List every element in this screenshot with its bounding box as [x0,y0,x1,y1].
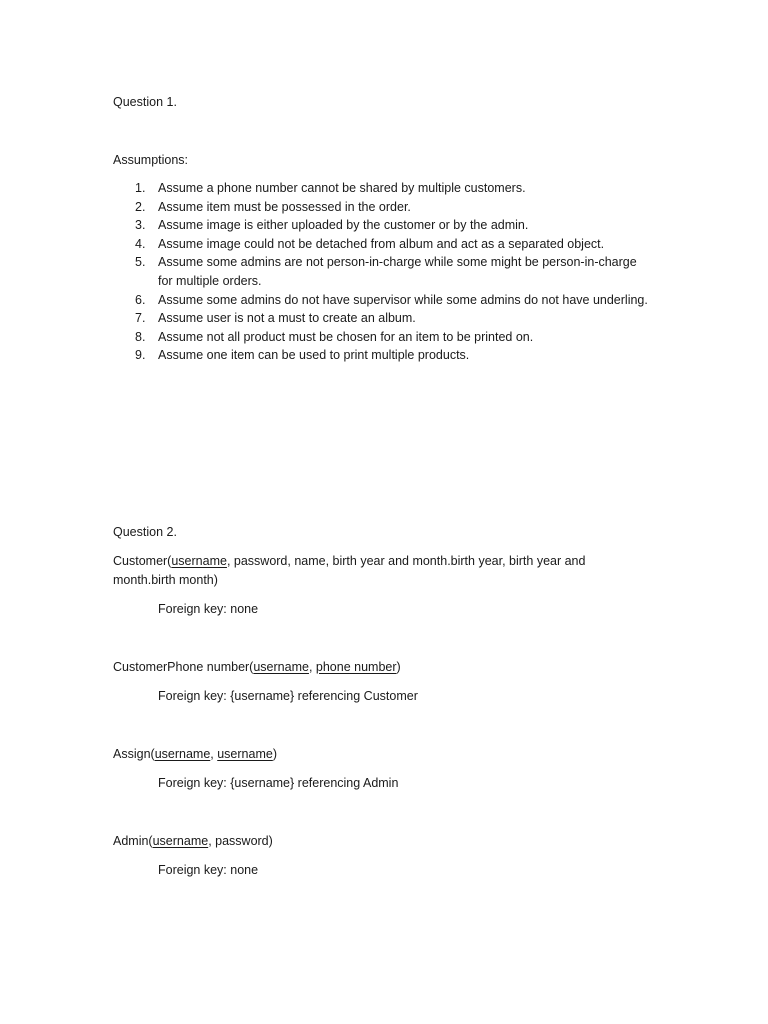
question-2-heading: Question 2. [113,525,177,539]
list-item [113,253,673,290]
assumptions-label: Assumptions: [113,153,189,167]
admin-foreign-key: Foreign key: none [158,863,259,877]
list-item [113,198,673,217]
list-text: Assume some admins do not have supervisor while some admins do not have underling. [158,292,648,307]
list-number: 6. [135,292,146,307]
list-text: Assume some admins are not person-in-charge while some might be person-in-charge [158,255,637,270]
relation-close: ) [396,660,401,674]
list-item [113,216,673,235]
list-number: 2. [135,199,146,214]
customer-relation [113,552,585,570]
list-text: Assume image could not be detached from album and act as a separated object. [158,236,605,251]
list-text: Assume a phone number cannot be shared by multiple customers. [158,181,526,195]
relation-close: ) [272,747,277,761]
question-1-heading: Question 1. [113,95,177,109]
list-text: Assume image is either uploaded by the customer or by the admin. [158,218,529,233]
customer-relation-continued: month.birth month) [113,573,218,587]
list-item [113,235,673,254]
assumptions-list [113,179,673,365]
list-item [113,291,673,310]
list-text-continued: for multiple orders. [158,273,262,288]
list-text: Assume not all product must be chosen for an item to be printed on. [158,329,534,344]
assign-foreign-key: Foreign key: {username} referencing Admin [158,776,399,790]
relation-name: Admin( [113,834,153,848]
list-item [113,346,673,365]
customer-foreign-key: Foreign key: none [158,602,259,616]
list-number: 7. [135,311,146,326]
primary-key: username [154,747,211,761]
list-number: 8. [135,329,146,344]
separator: , [308,660,316,674]
assign-relation [113,745,277,763]
list-number: 3. [135,218,146,233]
list-item [113,179,673,198]
list-item [113,328,673,347]
list-number: 1. [135,181,146,195]
primary-key: phone number [315,660,397,674]
relation-name: Assign( [113,747,155,761]
customer-phone-relation [113,658,401,676]
relation-name: Customer( [113,554,172,568]
primary-key: username [253,660,309,674]
separator: , [210,747,218,761]
list-number: 4. [135,236,146,251]
list-text: Assume user is not a must to create an album. [158,311,416,326]
admin-relation [113,832,273,850]
customer-phone-foreign-key: Foreign key: {username} referencing Customer [158,689,418,703]
relation-name: CustomerPhone number( [113,660,254,674]
list-text: Assume one item can be used to print multiple products. [158,348,470,363]
primary-key: username [171,554,227,568]
relation-attributes: , password, name, birth year and month.birth year, birth year and [226,554,586,568]
primary-key: username [152,834,209,848]
list-number: 5. [135,255,146,270]
list-item [113,309,673,328]
list-text: Assume item must be possessed in the order. [158,199,411,214]
relation-attributes: , password) [208,834,273,848]
primary-key: username [217,747,273,761]
list-number: 9. [135,348,146,363]
